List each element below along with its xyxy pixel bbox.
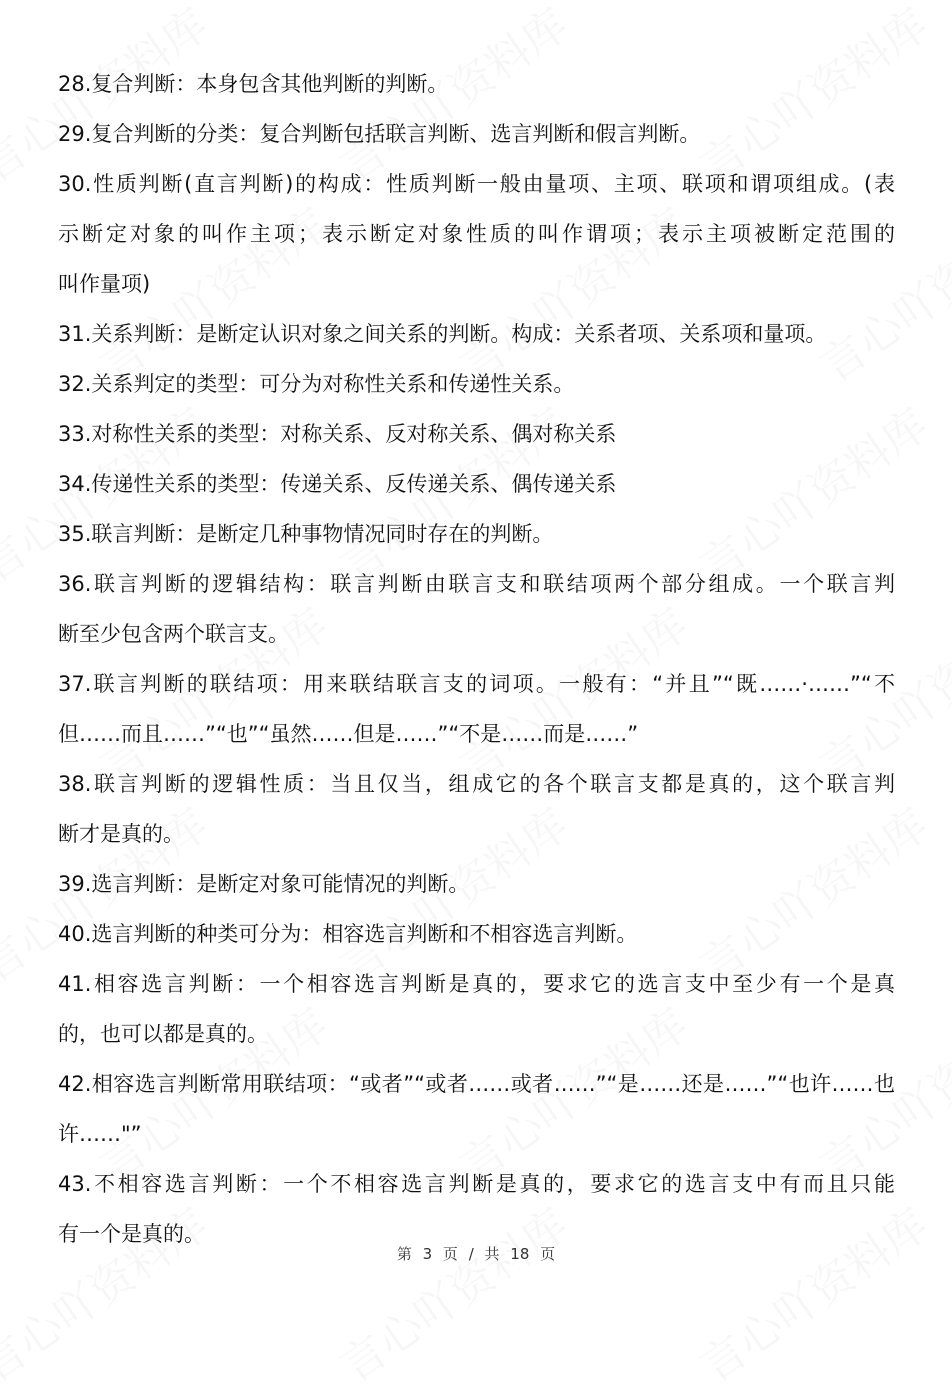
text-line: 38.联言判断的逻辑性质：当且仅当，组成它的各个联言支都是真的，这个联言判 [58,772,895,796]
paragraph [58,1059,895,1159]
text-line: 42.相容选言判断常用联结项：“或者”“或者……或者……”“是……还是……”“也许……也 [58,1072,895,1096]
text-line: 33.对称性关系的类型：对称关系、反对称关系、偶对称关系 [58,422,617,446]
paragraph [58,659,895,759]
text-line: 41.相容选言判断：一个相容选言判断是真的，要求它的选言支中至少有一个是真 [58,972,895,996]
text-line: 43.不相容选言判断：一个不相容选言判断是真的，要求它的选言支中有而且只能 [58,1172,895,1196]
page-footer: 第 3 页 / 共 18 页 [396,1245,556,1263]
paragraph [58,459,895,509]
text-line: 的，也可以都是真的。 [58,1022,268,1046]
paragraph [58,909,895,959]
text-line: 断才是真的。 [58,822,184,846]
text-line: 有一个是真的。 [58,1222,205,1246]
text-line: 断至少包含两个联言支。 [58,622,289,646]
paragraph [58,309,895,359]
text-line: 但……而且……”“也”“虽然……但是……”“不是……而是……” [58,722,639,746]
text-line: 39.选言判断：是断定对象可能情况的判断。 [58,872,470,896]
paragraph [58,509,895,559]
paragraph [58,959,895,1059]
paragraph [58,759,895,859]
text-line: 32.关系判定的类型：可分为对称性关系和传递性关系。 [58,372,575,396]
text-line: 许……"” [58,1122,142,1146]
document-body [58,59,895,1259]
text-line: 29.复合判断的分类：复合判断包括联言判断、选言判断和假言判断。 [58,122,701,146]
text-line: 36.联言判断的逻辑结构：联言判断由联言支和联结项两个部分组成。一个联言判 [58,572,895,596]
paragraph [58,859,895,909]
text-line: 35.联言判断：是断定几种事物情况同时存在的判断。 [58,522,554,546]
paragraph [58,59,895,109]
text-line: 30.性质判断(直言判断)的构成：性质判断一般由量项、主项、联项和谓项组成。(表 [58,172,895,196]
paragraph [58,409,895,459]
text-line: 28.复合判断：本身包含其他判断的判断。 [58,72,449,96]
paragraph [58,159,895,309]
text-line: 40.选言判断的种类可分为：相容选言判断和不相容选言判断。 [58,922,638,946]
text-line: 31.关系判断：是断定认识对象之间关系的判断。构成：关系者项、关系项和量项。 [58,322,827,346]
text-line: 37.联言判断的联结项：用来联结联言支的词项。一般有：“并且”“既……·……”“不 [58,672,895,696]
paragraph [58,109,895,159]
text-line: 叫作量项) [58,272,151,296]
text-line: 示断定对象的叫作主项；表示断定对象性质的叫作谓项；表示主项被断定范围的 [58,222,895,246]
paragraph [58,359,895,409]
paragraph [58,559,895,659]
text-line: 34.传递性关系的类型：传递关系、反传递关系、偶传递关系 [58,472,617,496]
